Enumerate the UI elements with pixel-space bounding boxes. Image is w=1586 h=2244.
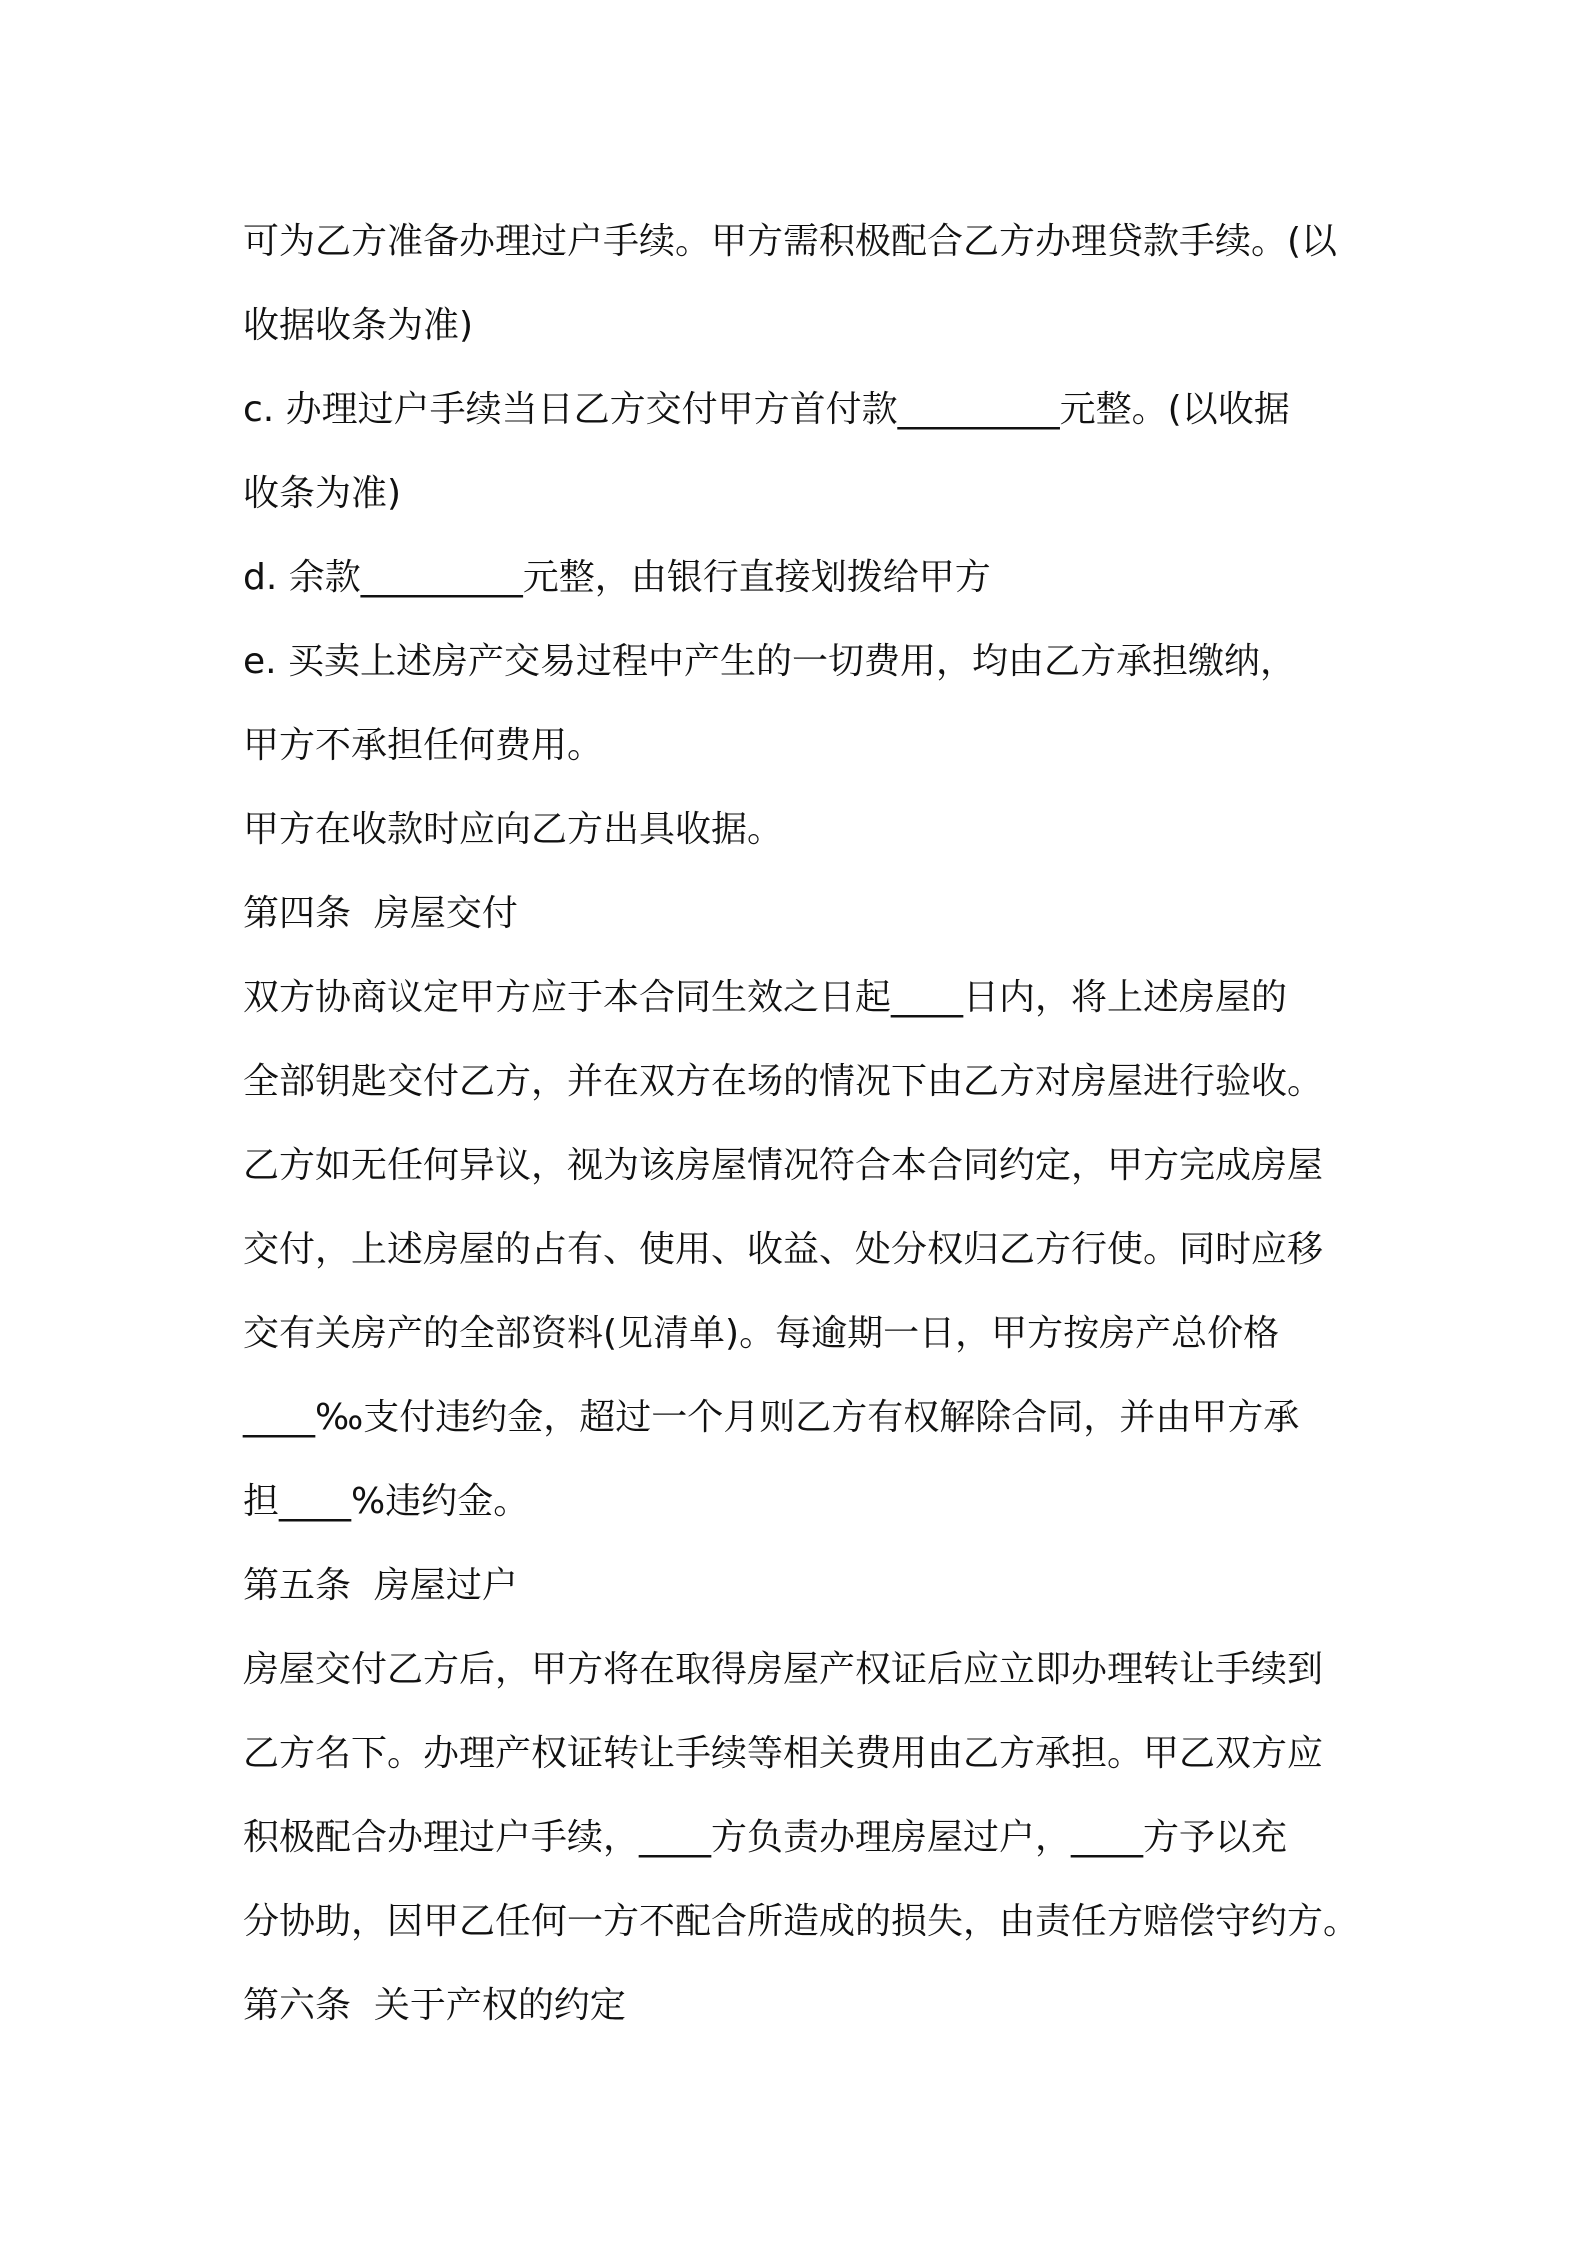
text-line: 可为乙方准备办理过户手续。甲方需积极配合乙方办理贷款手续。(以 (243, 221, 1338, 262)
text-line: 交付，上述房屋的占有、使用、收益、处分权归乙方行使。同时应移 (243, 1229, 1324, 1270)
text-line: 收条为准) (243, 473, 402, 514)
text-line: 收据收条为准) (243, 305, 474, 346)
text-line: ____‰支付违约金，超过一个月则乙方有权解除合同，并由甲方承 (243, 1397, 1300, 1438)
article-5-heading: 第五条 房屋过户 (243, 1565, 518, 1606)
text-line: 甲方不承担任何费用。 (243, 725, 604, 766)
text-line: 甲方在收款时应向乙方出具收据。 (243, 809, 784, 850)
text-line: 分协助，因甲乙任何一方不配合所造成的损失，由责任方赔偿守约方。 (243, 1901, 1360, 1942)
text-line: 交有关房产的全部资料(见清单)。每逾期一日，甲方按房产总价格 (243, 1313, 1280, 1354)
text-line: 乙方如无任何异议，视为该房屋情况符合本合同约定，甲方完成房屋 (243, 1145, 1324, 1186)
clause-d-line: d. 余款_________元整，由银行直接划拨给甲方 (243, 557, 991, 598)
clause-e-line: e. 买卖上述房产交易过程中产生的一切费用，均由乙方承担缴纳， (243, 641, 1297, 682)
text-line: 积极配合办理过户手续，____方负责办理房屋过户，____方予以充 (243, 1817, 1288, 1858)
text-line: 乙方名下。办理产权证转让手续等相关费用由乙方承担。甲乙双方应 (243, 1733, 1324, 1774)
article-6-heading: 第六条 关于产权的约定 (243, 1985, 626, 2026)
contract-text (243, 200, 1363, 2048)
text-line: 全部钥匙交付乙方，并在双方在场的情况下由乙方对房屋进行验收。 (243, 1061, 1324, 1102)
text-line: 双方协商议定甲方应于本合同生效之日起____日内，将上述房屋的 (243, 977, 1288, 1018)
article-4-heading: 第四条 房屋交付 (243, 893, 518, 934)
text-line: 房屋交付乙方后，甲方将在取得房屋产权证后应立即办理转让手续到 (243, 1649, 1324, 1690)
clause-c-line: c. 办理过户手续当日乙方交付甲方首付款_________元整。(以收据 (243, 389, 1290, 430)
text-line: 担____%违约金。 (243, 1481, 530, 1522)
